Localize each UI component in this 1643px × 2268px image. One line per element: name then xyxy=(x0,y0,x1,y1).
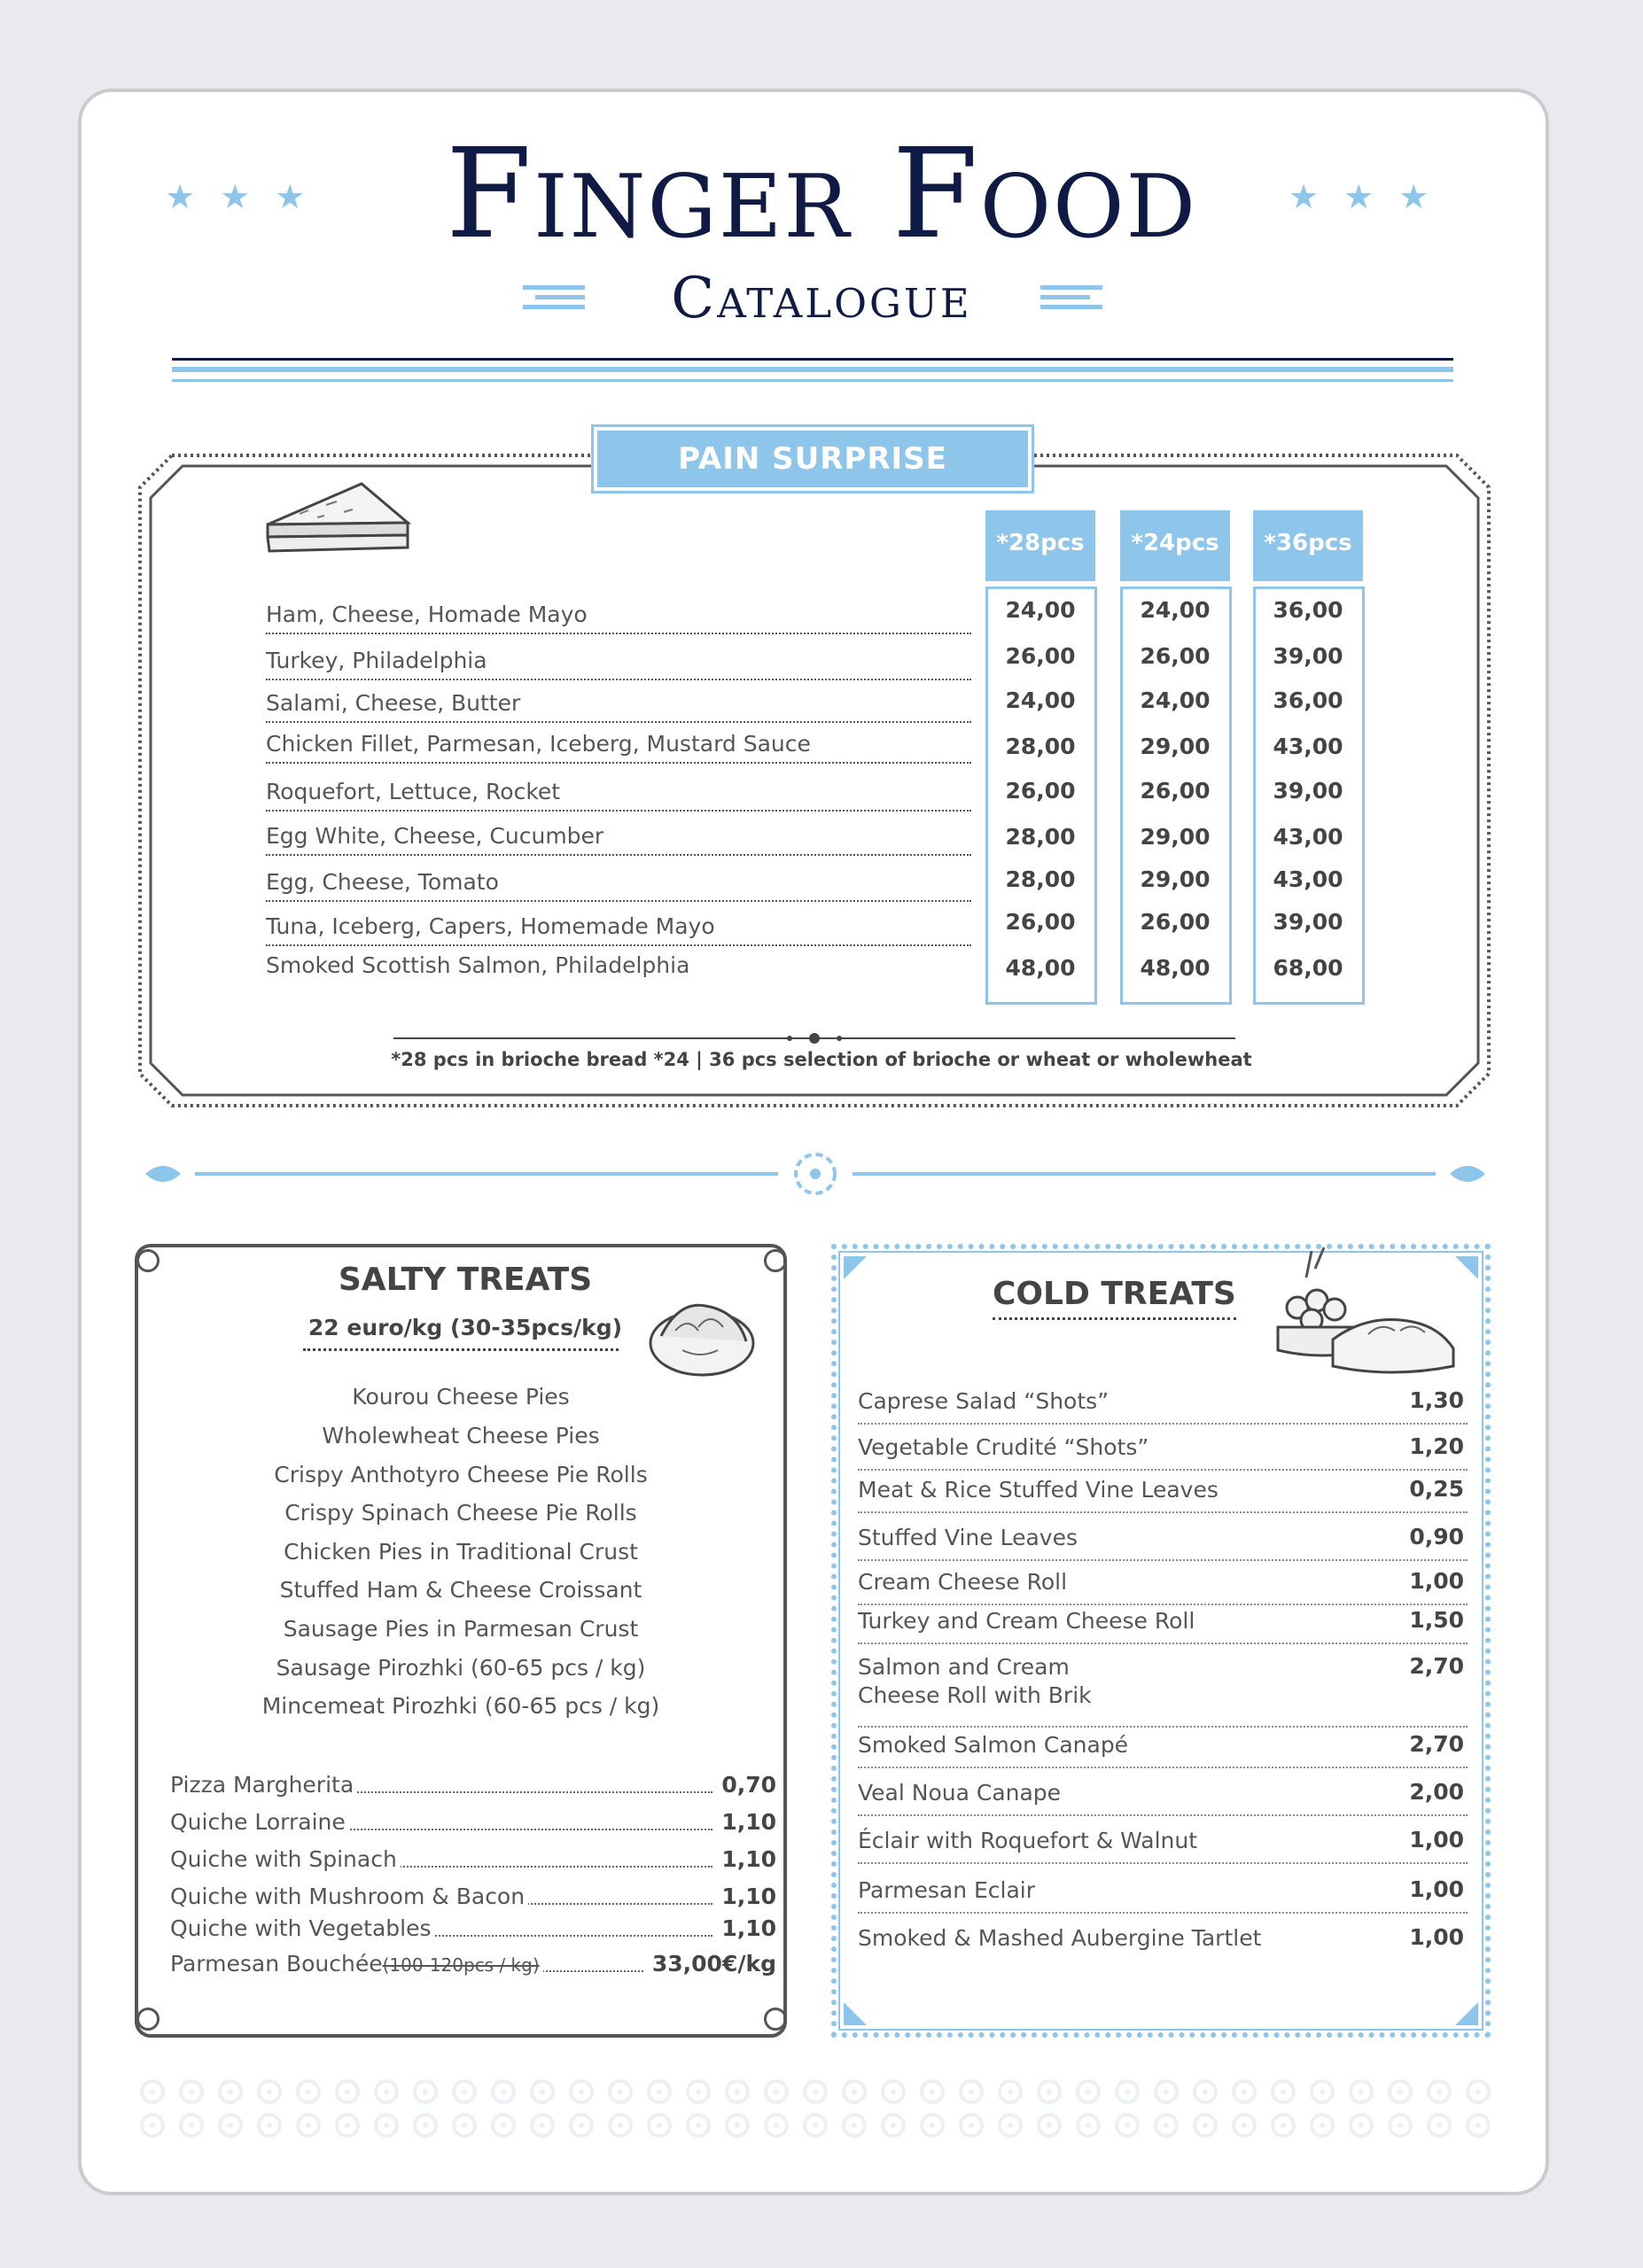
cold-item-row: Stuffed Vine Leaves 0,90 xyxy=(858,1524,1468,1561)
price-24: 29,00 xyxy=(1140,824,1211,850)
pain-surprise-row: Roquefort, Lettuce, Rocket xyxy=(266,776,971,812)
pain-surprise-row: Smoked Scottish Salmon, Philadelphia xyxy=(266,952,690,978)
salty-item: Crispy Anthotyro Cheese Pie Rolls xyxy=(274,1462,648,1487)
pie-icon xyxy=(643,1292,764,1380)
cold-item-row: Veal Noua Canape 2,00 xyxy=(858,1779,1468,1816)
corner-triangle xyxy=(844,1256,867,1279)
corner-triangle xyxy=(844,2002,867,2025)
price-24: 26,00 xyxy=(1140,778,1211,804)
pain-surprise-banner: PAIN SURPRISE xyxy=(597,431,1028,487)
salty-priced-row: Quiche with Mushroom & Bacon 1,10 xyxy=(170,1884,776,1909)
cold-item-row: Turkey and Cream Cheese Roll 1,50 xyxy=(858,1607,1468,1644)
salty-priced-row: Parmesan Bouchée(100-120pcs / kg) 33,00€/kg xyxy=(170,1951,776,1977)
salty-item: Sausage Pies in Parmesan Crust xyxy=(283,1616,639,1642)
header-rule-blue xyxy=(172,367,1453,372)
cold-item-row: Smoked & Mashed Aubergine Tartlet 1,00 xyxy=(858,1924,1464,1951)
salty-treats-title: SALTY TREATS xyxy=(338,1262,593,1298)
corner-triangle xyxy=(1455,2002,1478,2025)
salty-priced-row: Pizza Margherita 0,70 xyxy=(170,1772,776,1798)
stars-left-icon: ★★★ xyxy=(165,177,331,216)
price-28: 28,00 xyxy=(1005,824,1076,850)
column-36pcs: *36pcs xyxy=(1253,510,1363,581)
price-36: 39,00 xyxy=(1273,778,1343,804)
salty-item: Stuffed Ham & Cheese Croissant xyxy=(279,1577,642,1603)
decorative-pattern xyxy=(133,2075,1498,2142)
page-title: Finger Food xyxy=(445,122,1198,267)
cold-item-row: Meat & Rice Stuffed Vine Leaves 0,25 xyxy=(858,1476,1468,1513)
cold-item-row: Salmon and Cream Cheese Roll with Brik 2,70 xyxy=(858,1653,1468,1728)
price-28: 26,00 xyxy=(1005,909,1076,935)
pain-surprise-row: Ham, Cheese, Homade Mayo xyxy=(266,599,971,634)
price-24: 29,00 xyxy=(1140,866,1211,892)
corner-swirl-icon xyxy=(136,2008,160,2031)
ornament-divider xyxy=(142,1152,1489,1196)
canape-icon xyxy=(1271,1242,1462,1375)
pain-surprise-row: Egg White, Cheese, Cucumber xyxy=(266,820,971,856)
salty-title-underline xyxy=(303,1348,619,1351)
price-36: 36,00 xyxy=(1273,687,1343,713)
cold-item-row: Caprese Salad “Shots” 1,30 xyxy=(858,1387,1468,1425)
price-28: 24,00 xyxy=(1005,687,1076,713)
price-24: 26,00 xyxy=(1140,643,1211,669)
price-36: 68,00 xyxy=(1273,955,1343,981)
price-24: 24,00 xyxy=(1140,597,1211,623)
header-rule-blue-thin xyxy=(172,379,1453,382)
price-36: 43,00 xyxy=(1273,734,1343,759)
price-28: 28,00 xyxy=(1005,734,1076,759)
price-24: 24,00 xyxy=(1140,687,1211,713)
cold-treats-title: COLD TREATS xyxy=(993,1276,1236,1320)
price-28: 24,00 xyxy=(1005,597,1076,623)
pain-surprise-row: Tuna, Iceberg, Capers, Homemade Mayo xyxy=(266,911,971,946)
cold-item-row: Cream Cheese Roll 1,00 xyxy=(858,1568,1468,1605)
price-24: 26,00 xyxy=(1140,909,1211,935)
price-24: 48,00 xyxy=(1140,955,1211,981)
cold-item-row: Parmesan Eclair 1,00 xyxy=(858,1876,1468,1914)
column-28pcs: *28pcs xyxy=(985,510,1095,581)
pain-surprise-row: Salami, Cheese, Butter xyxy=(266,687,971,723)
price-28: 26,00 xyxy=(1005,778,1076,804)
stars-right-icon: ★★★ xyxy=(1289,177,1454,216)
price-36: 39,00 xyxy=(1273,909,1343,935)
price-28: 28,00 xyxy=(1005,866,1076,892)
cold-item-row: Smoked Salmon Canapé 2,70 xyxy=(858,1731,1468,1768)
salty-priced-row: Quiche with Spinach 1,10 xyxy=(170,1846,776,1872)
price-36: 39,00 xyxy=(1273,643,1343,669)
pain-surprise-row: Egg, Cheese, Tomato xyxy=(266,866,971,902)
pain-surprise-note: *28 pcs in brioche bread *24 | 36 pcs selection of brioche or wheat or wholewheat xyxy=(391,1049,1252,1070)
salty-priced-row: Quiche with Vegetables 1,10 xyxy=(170,1915,776,1941)
salty-treats-subtitle: 22 euro/kg (30-35pcs/kg) xyxy=(308,1315,623,1340)
note-divider xyxy=(393,1029,1235,1047)
corner-swirl-icon xyxy=(764,2008,787,2031)
price-36: 36,00 xyxy=(1273,597,1343,623)
pain-surprise-row: Turkey, Philadelphia xyxy=(266,645,971,680)
salty-item: Mincemeat Pirozhki (60-65 pcs / kg) xyxy=(261,1693,660,1719)
page-subtitle: Catalogue xyxy=(671,266,972,331)
salty-item: Wholewheat Cheese Pies xyxy=(322,1423,600,1449)
price-36: 43,00 xyxy=(1273,866,1343,892)
salty-item: Sausage Pirozhki (60-65 pcs / kg) xyxy=(276,1655,646,1681)
column-24pcs: *24pcs xyxy=(1120,510,1230,581)
salty-item: Crispy Spinach Cheese Pie Rolls xyxy=(284,1500,637,1526)
salty-priced-row: Quiche Lorraine 1,10 xyxy=(170,1809,776,1835)
price-28: 48,00 xyxy=(1005,955,1076,981)
header-rule-navy xyxy=(172,358,1453,361)
sandwich-icon xyxy=(264,478,411,558)
price-28: 26,00 xyxy=(1005,643,1076,669)
price-36: 43,00 xyxy=(1273,824,1343,850)
salty-item: Chicken Pies in Traditional Crust xyxy=(284,1539,638,1565)
cold-item-row: Vegetable Crudité “Shots” 1,20 xyxy=(858,1433,1468,1471)
cold-item-row: Éclair with Roquefort & Walnut 1,00 xyxy=(858,1827,1468,1864)
price-24: 29,00 xyxy=(1140,734,1211,759)
pain-surprise-row: Chicken Fillet, Parmesan, Iceberg, Mustard Sauce xyxy=(266,728,971,764)
salty-item: Kourou Cheese Pies xyxy=(352,1384,570,1410)
